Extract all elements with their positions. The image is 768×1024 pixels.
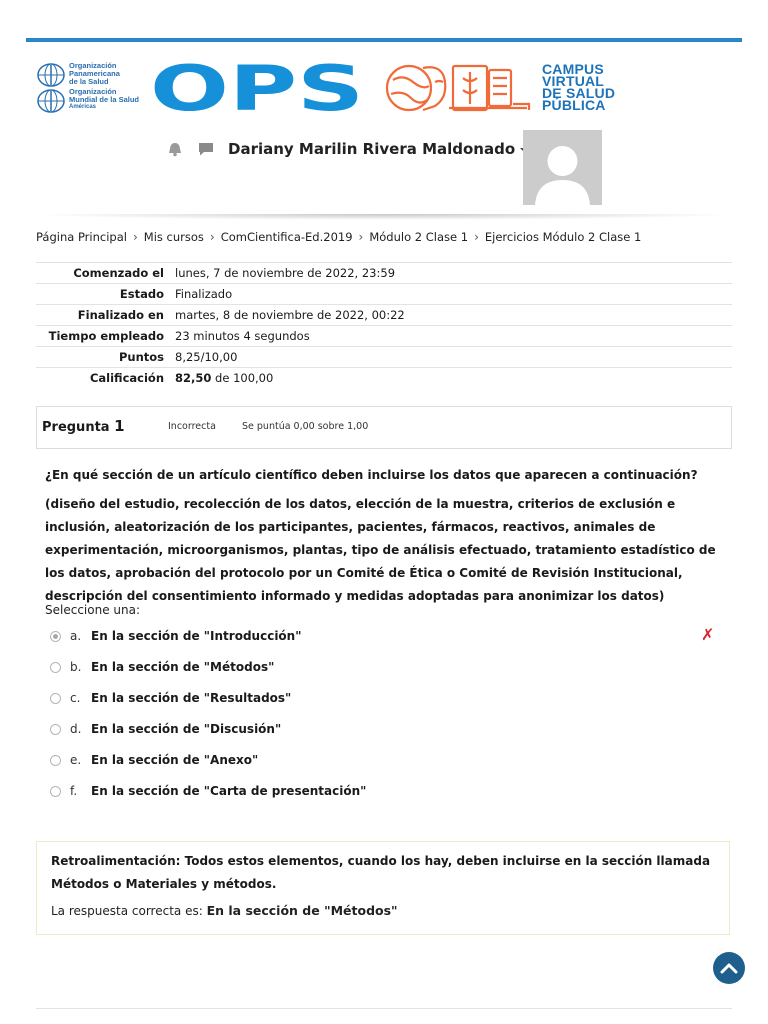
- right-answer: [51, 903, 398, 918]
- breadcrumb-item-module[interactable]: Módulo 2 Clase 1: [369, 230, 469, 244]
- who-name: Organización Mundial de la Salud Américas: [69, 87, 140, 110]
- option-text: En la sección de "Métodos": [91, 660, 275, 674]
- option-text: En la sección de "Resultados": [91, 691, 292, 705]
- breadcrumb-item-quiz[interactable]: Ejercicios Módulo 2 Clase 1: [484, 230, 642, 244]
- user-menu-bar: [166, 138, 528, 160]
- option-text: En la sección de "Discusión": [91, 722, 282, 736]
- attempt-summary-table: [36, 262, 732, 388]
- campus-illustration-icon: [383, 60, 533, 114]
- breadcrumb: [36, 230, 641, 244]
- right-answer-label: La respuesta correcta es:: [51, 904, 207, 918]
- question-title: [42, 417, 125, 435]
- breadcrumb-item-course[interactable]: ComCientifica-Ed.2019: [220, 230, 353, 244]
- chevron-right-icon: ›: [358, 230, 364, 244]
- answer-option-f[interactable]: [50, 781, 720, 801]
- summary-value: [175, 368, 732, 389]
- radio-button[interactable]: [50, 786, 61, 797]
- answer-option-b[interactable]: [50, 657, 720, 677]
- summary-label: Estado: [36, 284, 175, 305]
- question-text: [45, 464, 725, 608]
- general-feedback: Retroalimentación: Todos estos elementos, cuando los hay, deben incluirse en la sección llamada Métodos o Materiales y métodos.: [51, 854, 711, 891]
- incorrect-x-icon: ✗: [701, 625, 715, 644]
- chevron-up-icon: [720, 961, 738, 975]
- radio-button[interactable]: [50, 755, 61, 766]
- summary-label: Finalizado en: [36, 305, 175, 326]
- question-info-box: [36, 406, 732, 449]
- option-letter: e.: [70, 753, 82, 767]
- question-prompt-text: ¿En qué sección de un artículo científico deben incluirse los datos que aparecen a continuación?: [45, 468, 698, 482]
- option-text: En la sección de "Introducción": [91, 629, 302, 643]
- summary-value: 23 minutos 4 segundos: [175, 326, 732, 347]
- option-letter: b.: [70, 660, 82, 674]
- user-name[interactable]: Dariany Marilin Rivera Maldonado: [228, 140, 516, 158]
- summary-label: Calificación: [36, 368, 175, 389]
- feedback-box: [36, 841, 730, 935]
- table-row: [36, 305, 732, 326]
- bell-icon[interactable]: [166, 140, 184, 158]
- question-label: Pregunta: [42, 420, 110, 435]
- bottom-divider: [36, 1008, 732, 1009]
- header-shadow: [26, 214, 742, 220]
- question-grade: Se puntúa 0,00 sobre 1,00: [242, 421, 369, 432]
- summary-value: martes, 8 de noviembre de 2022, 00:22: [175, 305, 732, 326]
- grade-value: 82,50: [175, 371, 212, 385]
- summary-value: 8,25/10,00: [175, 347, 732, 368]
- globe-icon: [36, 62, 66, 88]
- table-row: [36, 368, 732, 389]
- breadcrumb-item-home[interactable]: Página Principal: [36, 230, 127, 244]
- option-letter: d.: [70, 722, 82, 736]
- who-line: [36, 88, 151, 114]
- ops-logo-text: OPS: [150, 60, 364, 116]
- question-number: 1: [114, 417, 125, 435]
- table-row: [36, 347, 732, 368]
- summary-label: Puntos: [36, 347, 175, 368]
- option-letter: c.: [70, 691, 81, 705]
- question-detail-text: (diseño del estudio, recolección de los datos, elección de la muestra, criterios de exclusión e inclusión, aleatorización de los participantes, pacientes, fármacos, reactivos, animales de experimentación, microorganismos, plantas, tipo de análisis efectuado, tratamiento estadístico de los datos, aprobación del protocolo por un Comité de Ética o Comité de Revisión Institucional, descripción del consentimiento informado y medidas adoptadas para anonimizar los datos): [45, 497, 716, 603]
- breadcrumb-item-my-courses[interactable]: Mis cursos: [143, 230, 204, 244]
- grade-max: de 100,00: [211, 371, 274, 385]
- right-answer-value: En la sección de "Métodos": [206, 903, 398, 918]
- paho-name: Organización Panamericana de la Salud: [69, 61, 120, 86]
- summary-label: Tiempo empleado: [36, 326, 175, 347]
- option-text: En la sección de "Carta de presentación": [91, 784, 367, 798]
- radio-button[interactable]: [50, 724, 61, 735]
- table-row: [36, 326, 732, 347]
- summary-value: Finalizado: [175, 284, 732, 305]
- campus-virtual-title: CAMPUS VIRTUAL DE SALUD PÚBLICA: [542, 61, 616, 113]
- table-row: [36, 263, 732, 284]
- radio-button[interactable]: [50, 631, 61, 642]
- ops-logo[interactable]: [150, 60, 366, 116]
- summary-value: lunes, 7 de noviembre de 2022, 23:59: [175, 263, 732, 284]
- chevron-right-icon: ›: [474, 230, 479, 244]
- paho-line: [36, 62, 151, 88]
- answer-option-e[interactable]: [50, 750, 720, 770]
- chevron-right-icon: ›: [209, 230, 215, 244]
- answer-option-a[interactable]: [50, 626, 720, 646]
- select-one-label: Seleccione una:: [45, 603, 140, 617]
- back-to-top-button[interactable]: [713, 952, 745, 984]
- paho-who-logo[interactable]: [36, 62, 151, 120]
- avatar[interactable]: [523, 130, 602, 205]
- option-letter: a.: [70, 629, 82, 643]
- radio-button[interactable]: [50, 662, 61, 673]
- chat-icon[interactable]: [197, 140, 215, 158]
- summary-label: Comenzado el: [36, 263, 175, 284]
- question-state: Incorrecta: [168, 421, 216, 432]
- chevron-right-icon: ›: [132, 230, 138, 244]
- table-row: [36, 284, 732, 305]
- option-letter: f.: [70, 784, 78, 798]
- top-accent-bar: [26, 38, 742, 42]
- globe-icon: [36, 88, 66, 114]
- option-text: En la sección de "Anexo": [91, 753, 259, 767]
- answer-option-c[interactable]: [50, 688, 720, 708]
- radio-button[interactable]: [50, 693, 61, 704]
- default-user-icon: [523, 130, 602, 205]
- answer-option-d[interactable]: [50, 719, 720, 739]
